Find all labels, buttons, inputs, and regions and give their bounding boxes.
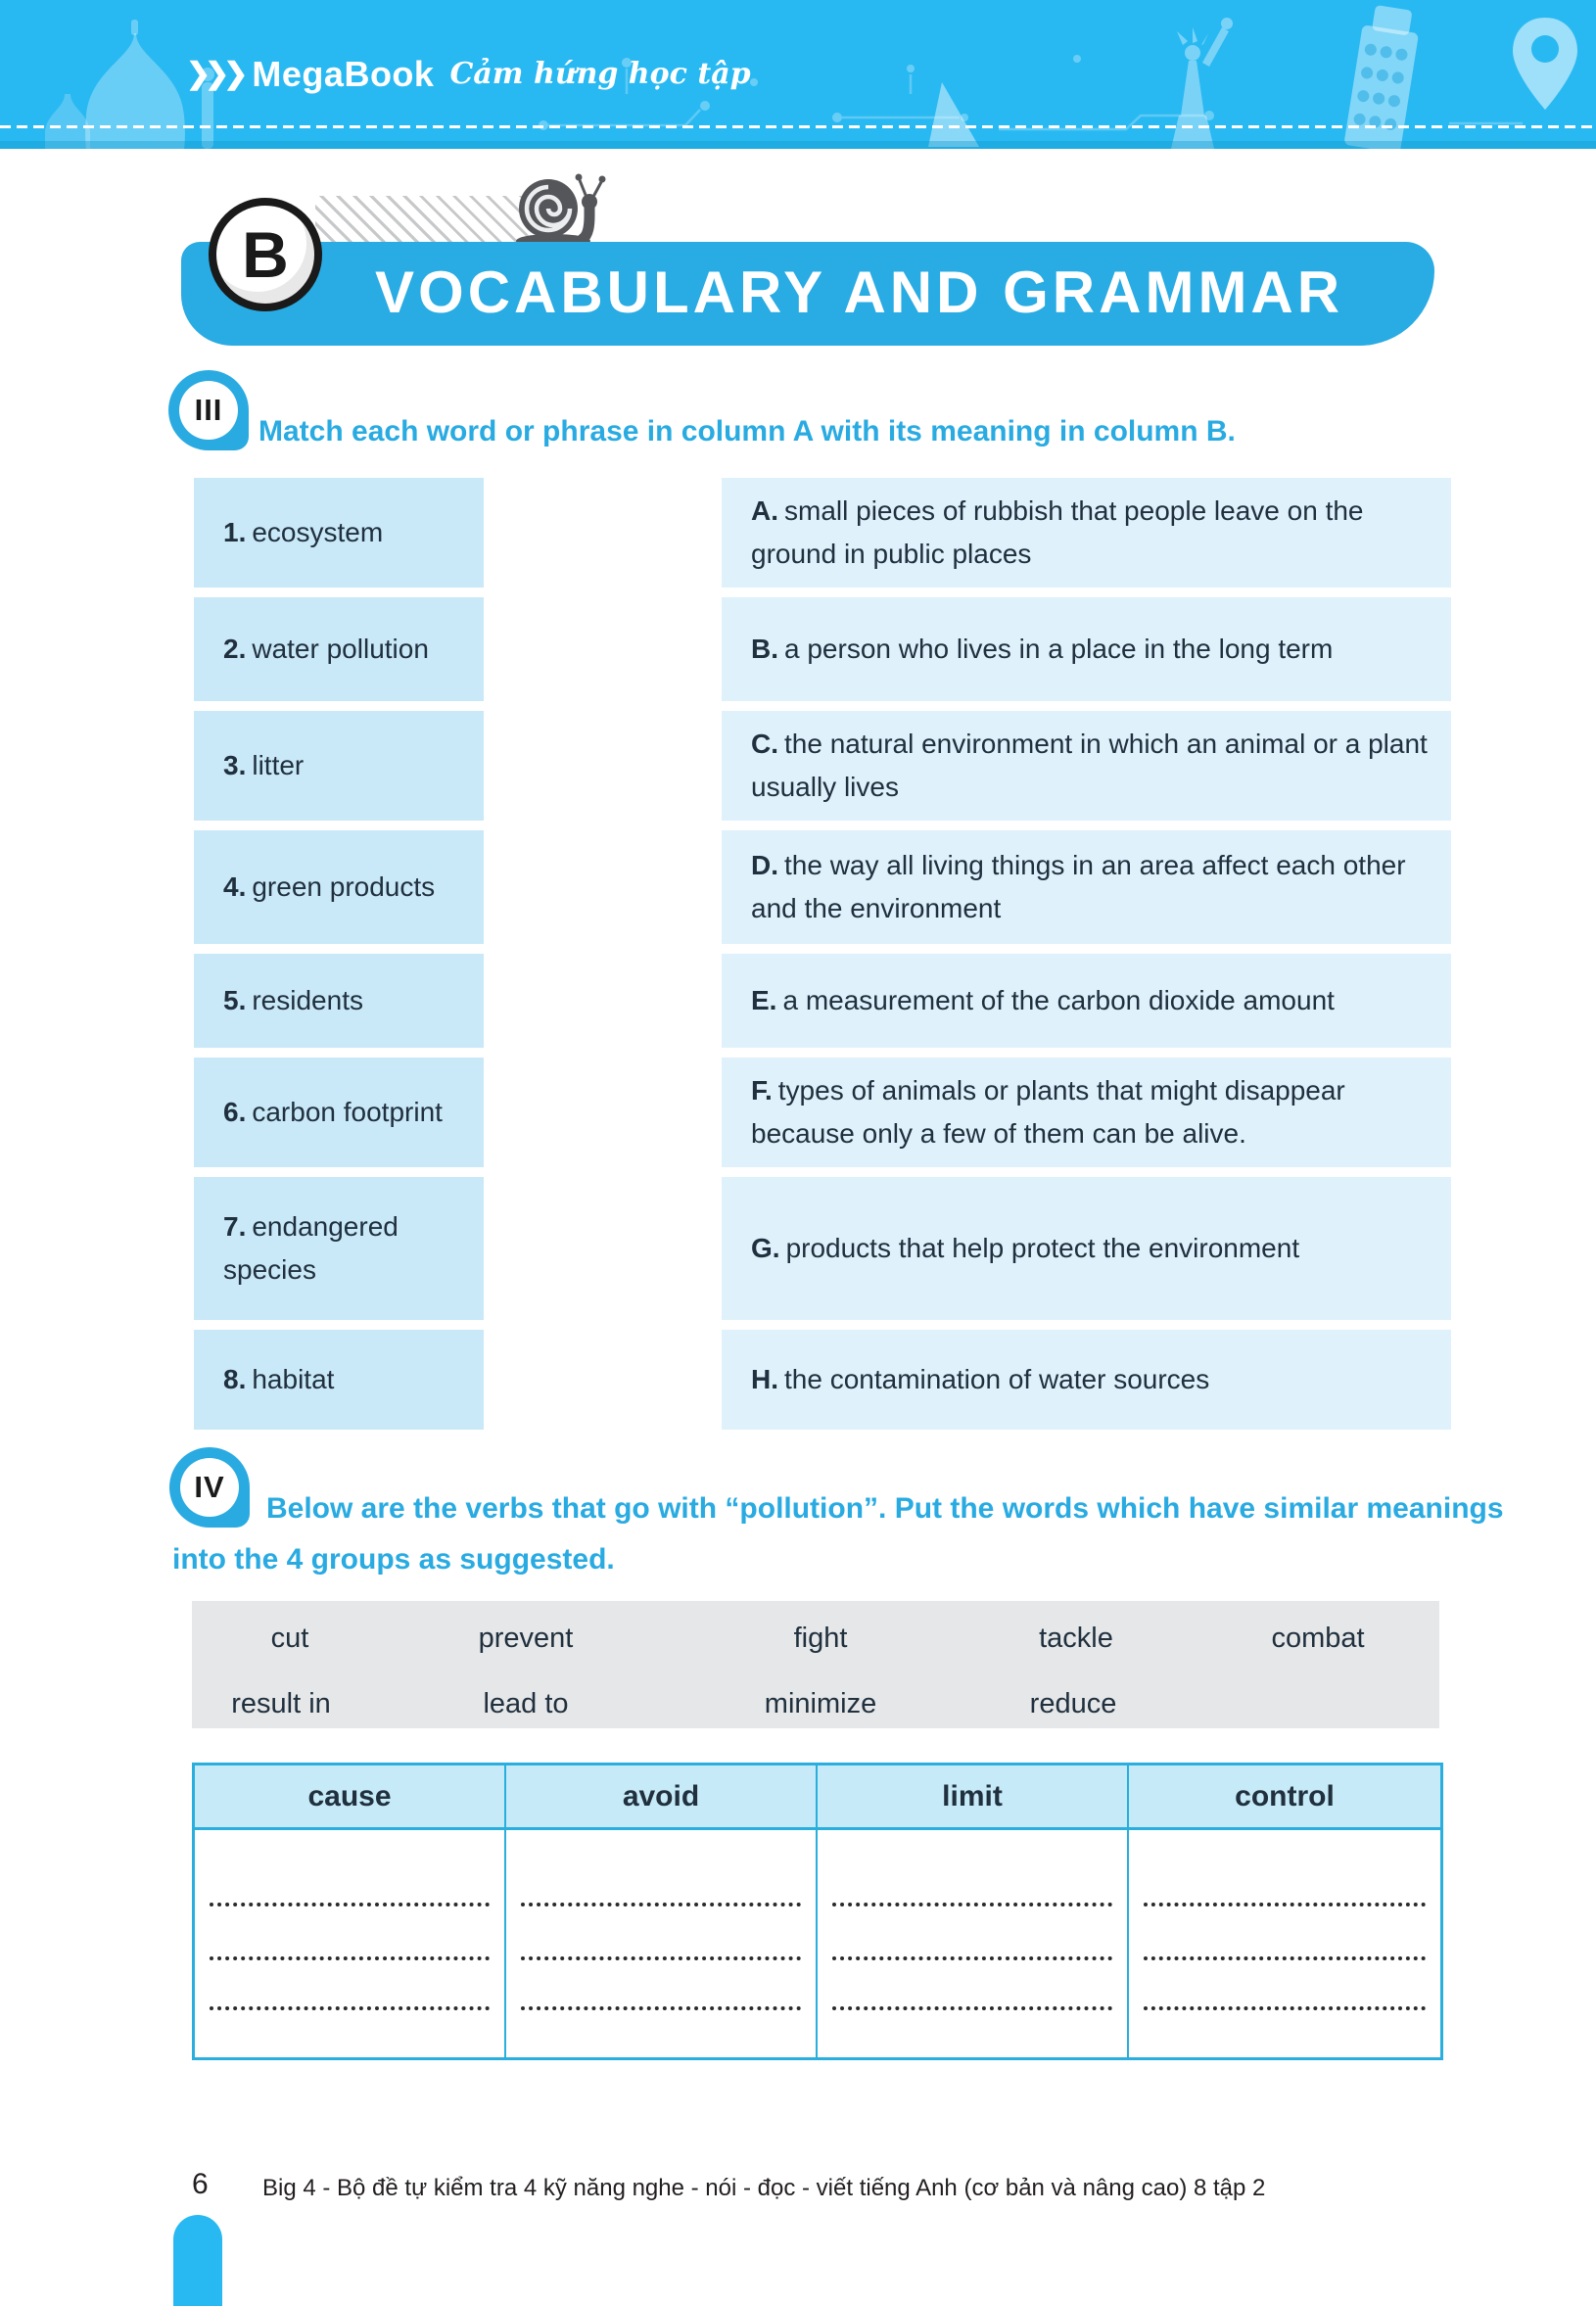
answer-line [1144, 1903, 1426, 1906]
word-bank-item: fight [793, 1623, 848, 1654]
term-box [194, 478, 484, 588]
definition-box [722, 954, 1451, 1048]
column-gap [484, 1058, 722, 1167]
word-bank-item: minimize [764, 1688, 877, 1719]
exercise-4-instruction-line1: Below are the verbs that go with “pollution”. Put the words which have similar meanings [266, 1492, 1504, 1525]
term-box [194, 1330, 484, 1430]
page-tab [173, 2215, 222, 2306]
term-box [194, 1177, 484, 1320]
column-gap [484, 597, 722, 701]
column-gap [484, 1177, 722, 1320]
word-bank-item: tackle [1039, 1623, 1113, 1654]
definition-letter: E. [751, 985, 777, 1015]
match-row [194, 830, 1451, 944]
column-gap [484, 711, 722, 821]
column-gap [484, 478, 722, 588]
table-header-cell: control [1235, 1779, 1335, 1812]
table-header-cell: limit [818, 1765, 1129, 1827]
classification-table [192, 1763, 1443, 2060]
answer-line [210, 1903, 490, 1906]
definition-box [722, 1058, 1451, 1167]
definition-letter: G. [751, 1233, 780, 1263]
table-header-cell: avoid [506, 1765, 818, 1827]
definition-box [722, 711, 1451, 821]
section-b-title-banner [181, 242, 1434, 346]
table-body-cell [1129, 1830, 1440, 2057]
definition-text: types of animals or plants that might disappear because only a few of them can be alive. [751, 1075, 1345, 1149]
match-row [194, 1177, 1451, 1320]
table-body-cell [195, 1830, 506, 2057]
statue-of-liberty-icon [1171, 18, 1233, 149]
exercise-4-instruction-line2: into the 4 groups as suggested. [172, 1543, 615, 1576]
answer-line [1144, 1956, 1426, 1960]
table-body-cell [506, 1830, 818, 2057]
match-row [194, 711, 1451, 821]
term-text: ecosystem [252, 517, 384, 547]
term-box [194, 711, 484, 821]
snail-icon [504, 165, 612, 249]
definition-text: the way all living things in an area affect each other and the environment [751, 850, 1406, 923]
term-number: 2. [223, 634, 247, 664]
word-bank-item: combat [1271, 1623, 1365, 1654]
definition-box [722, 1330, 1451, 1430]
match-row [194, 597, 1451, 701]
definition-box [722, 597, 1451, 701]
definition-box [722, 830, 1451, 944]
term-number: 1. [223, 517, 247, 547]
definition-text: a person who lives in a place in the long term [784, 634, 1334, 664]
word-bank [192, 1601, 1439, 1728]
definition-text: products that help protect the environment [785, 1233, 1300, 1263]
table-body-cell [818, 1830, 1129, 2057]
answer-line [832, 2006, 1112, 2010]
word-bank-item: result in [231, 1688, 331, 1719]
map-pin-icon [1513, 18, 1577, 110]
page-header-banner [0, 0, 1596, 149]
definition-box [722, 1177, 1451, 1320]
definition-text: small pieces of rubbish that people leave on the ground in public places [751, 495, 1364, 569]
word-bank-item: lead to [483, 1688, 569, 1719]
definition-text: the natural environment in which an animal or a plant usually lives [751, 729, 1428, 802]
logo-chevrons-icon: ❯❯❯ [186, 58, 243, 90]
word-bank-item: prevent [478, 1623, 574, 1654]
column-gap [484, 954, 722, 1048]
page-number: 6 [192, 2168, 209, 2200]
word-bank-item: cut [270, 1623, 309, 1654]
term-box [194, 1058, 484, 1167]
definition-letter: F. [751, 1075, 773, 1106]
term-box [194, 830, 484, 944]
answer-line [521, 1956, 801, 1960]
exercise-3-instruction: Match each word or phrase in column A with its meaning in column B. [258, 415, 1236, 447]
exercise-3-badge [168, 370, 249, 450]
term-text: residents [252, 985, 363, 1015]
logo-text: MegaBook [252, 54, 435, 94]
term-number: 4. [223, 871, 247, 902]
term-box [194, 597, 484, 701]
sail-icon [928, 82, 979, 147]
match-row [194, 478, 1451, 588]
term-number: 5. [223, 985, 247, 1015]
match-row [194, 1330, 1451, 1430]
answer-line [210, 1956, 490, 1960]
matching-exercise [194, 478, 1451, 1430]
term-text: green products [252, 871, 436, 902]
answer-line [210, 2006, 490, 2010]
answer-line [1144, 2006, 1426, 2010]
term-number: 8. [223, 1364, 247, 1394]
megabook-logo [186, 51, 751, 98]
definition-text: a measurement of the carbon dioxide amount [782, 985, 1335, 1015]
exercise-3-badge-label: III [179, 381, 238, 440]
column-gap [484, 830, 722, 944]
term-text: carbon footprint [252, 1097, 443, 1127]
term-number: 3. [223, 750, 247, 780]
definition-letter: C. [751, 729, 778, 759]
term-text: endangered species [223, 1211, 399, 1285]
answer-line [832, 1903, 1112, 1906]
definition-letter: H. [751, 1364, 778, 1394]
term-text: litter [252, 750, 305, 780]
logo-tagline: Cảm hứng học tập [449, 57, 751, 91]
term-box [194, 954, 484, 1048]
section-title: VOCABULARY AND GRAMMAR [375, 259, 1344, 325]
definition-letter: A. [751, 495, 778, 526]
section-b-badge: B [209, 198, 322, 311]
match-row [194, 954, 1451, 1048]
column-gap [484, 1330, 722, 1430]
exercise-4-badge [169, 1447, 250, 1528]
word-bank-item: reduce [1029, 1688, 1117, 1719]
term-number: 6. [223, 1097, 247, 1127]
exercise-4-badge-label: IV [180, 1458, 239, 1517]
table-body-row [195, 1830, 1440, 2057]
footer-text: Big 4 - Bộ đề tự kiểm tra 4 kỹ năng nghe - nói - đọc - viết tiếng Anh (cơ bản và nâng cao) 8 tập 2 [262, 2175, 1266, 2201]
definition-letter: B. [751, 634, 778, 664]
definition-text: the contamination of water sources [784, 1364, 1210, 1394]
answer-line [521, 1903, 801, 1906]
answer-line [832, 1956, 1112, 1960]
header-bottom-strip [0, 141, 1596, 149]
answer-line [521, 2006, 801, 2010]
table-header-row [195, 1765, 1440, 1830]
dashed-divider [0, 125, 1596, 128]
match-row [194, 1058, 1451, 1167]
term-text: habitat [252, 1364, 335, 1394]
definition-letter: D. [751, 850, 778, 880]
term-text: water pollution [252, 634, 429, 664]
table-header-cell: cause [195, 1765, 506, 1827]
term-number: 7. [223, 1211, 247, 1242]
definition-box [722, 478, 1451, 588]
